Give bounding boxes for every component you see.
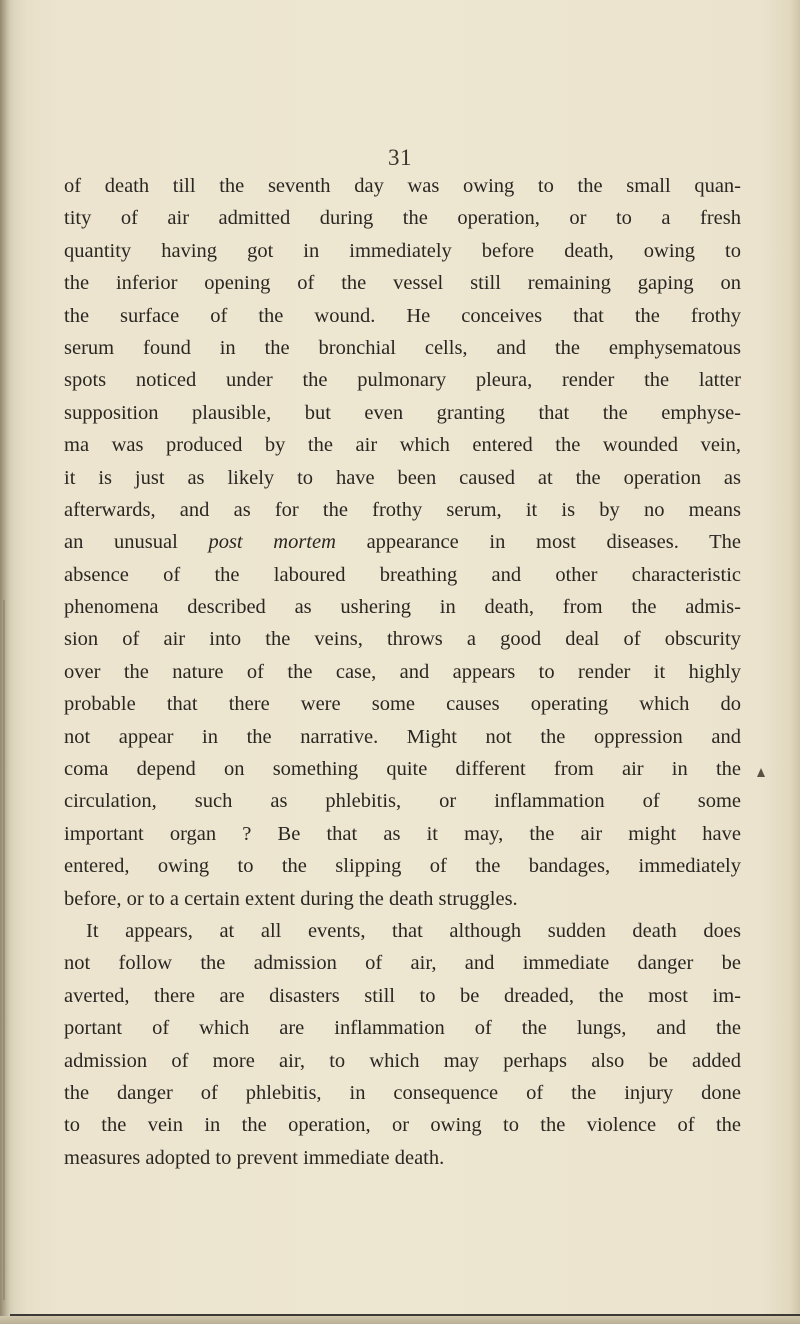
text-line-18: not appear in the narrative. Might not the oppression and bbox=[64, 725, 741, 748]
gutter-line bbox=[3, 600, 5, 1300]
text-line-27: portant of which are inflammation of the lungs, and the bbox=[64, 1017, 741, 1040]
text-line-16: over the nature of the case, and appears to render it highly bbox=[64, 660, 741, 683]
text-line-28: admission of more air, to which may perhaps also be added bbox=[64, 1049, 741, 1072]
margin-mark bbox=[757, 768, 765, 777]
text-line-30: to the vein in the operation, or owing to the violence of the bbox=[64, 1114, 741, 1137]
text-line-25: not follow the admission of air, and immediate danger be bbox=[64, 952, 741, 975]
text-line-4: the inferior opening of the vessel still remaining gaping on bbox=[64, 272, 741, 295]
text-line-14: phenomena described as ushering in death, from the admis- bbox=[64, 596, 741, 619]
text-line-2: tity of air admitted during the operation, or to a fresh bbox=[64, 207, 741, 230]
text-line-3: quantity having got in immediately before death, owing to bbox=[64, 239, 741, 262]
text-line-23: before, or to a certain extent during the death struggles. bbox=[64, 887, 518, 910]
text-line-22: entered, owing to the slipping of the bandages, immediately bbox=[64, 855, 741, 878]
page-number: 31 bbox=[388, 145, 412, 170]
text-line-12-start: an unusual bbox=[64, 531, 209, 554]
text-line-21: important organ ? Be that as it may, the air might have bbox=[64, 822, 741, 845]
text-line-9: ma was produced by the air which entered the wounded vein, bbox=[64, 434, 741, 457]
text-line-24: It appears, at all events, that although sudden death does bbox=[86, 919, 741, 942]
text-line-8: supposition plausible, but even granting that the emphyse- bbox=[64, 401, 741, 424]
body-text bbox=[64, 170, 741, 1174]
gutter-shadow bbox=[0, 0, 10, 1324]
text-line-1: of death till the seventh day was owing to the small quan- bbox=[64, 175, 741, 197]
text-line-10: it is just as likely to have been caused at the operation as bbox=[64, 466, 741, 489]
text-line-12 bbox=[64, 526, 741, 558]
text-line-29: the danger of phlebitis, in consequence of the injury done bbox=[64, 1081, 741, 1104]
text-line-20: circulation, such as phlebitis, or inflammation of some bbox=[64, 790, 741, 813]
text-line-17: probable that there were some causes operating which do bbox=[64, 693, 741, 716]
text-line-11: afterwards, and as for the frothy serum, it is by no means bbox=[64, 498, 741, 521]
text-line-5: the surface of the wound. He conceives that the frothy bbox=[64, 304, 741, 327]
italic-phrase: post mortem bbox=[208, 531, 336, 554]
text-line-12-end: appearance in most diseases. The bbox=[335, 531, 741, 554]
page-bottom-edge bbox=[0, 1316, 800, 1324]
text-line-15: sion of air into the veins, throws a good deal of obscurity bbox=[64, 628, 741, 651]
text-line-7: spots noticed under the pulmonary pleura, render the latter bbox=[64, 369, 741, 392]
text-line-13: absence of the laboured breathing and other characteristic bbox=[64, 563, 741, 586]
text-line-19: coma depend on something quite different from air in the bbox=[64, 758, 741, 781]
text-line-6: serum found in the bronchial cells, and the emphysematous bbox=[64, 336, 741, 359]
text-line-26: averted, there are disasters still to be dreaded, the most im- bbox=[64, 984, 741, 1007]
text-line-31: measures adopted to prevent immediate death. bbox=[64, 1146, 445, 1169]
